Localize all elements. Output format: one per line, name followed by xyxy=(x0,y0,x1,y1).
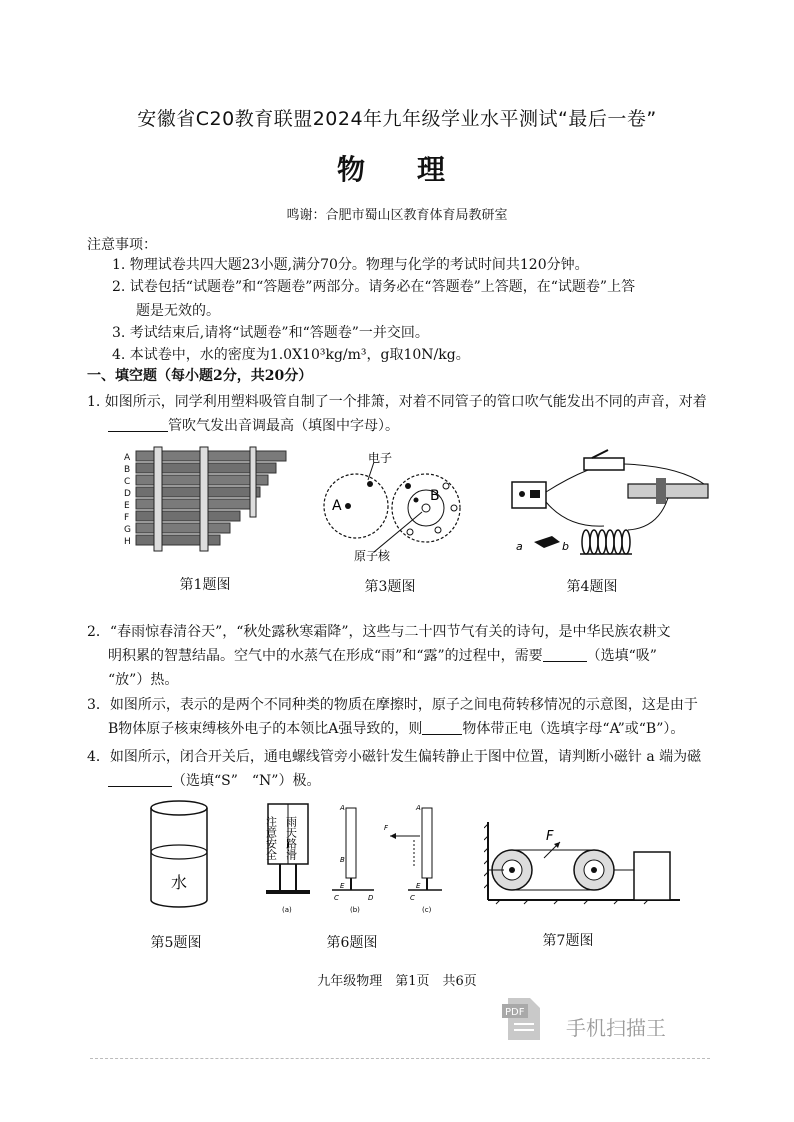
atom-a-label: A xyxy=(332,498,342,514)
pdf-badge: PDF xyxy=(505,1007,525,1018)
atom-b-label: B xyxy=(430,488,440,504)
electron-label: 电子 xyxy=(368,451,393,465)
force-label: F xyxy=(384,824,389,832)
answer-blank xyxy=(422,720,462,735)
flute-label-e: E xyxy=(124,501,130,511)
scanner-logo-icon xyxy=(502,996,542,1042)
figure-5-beaker xyxy=(145,796,215,914)
notice-title: 注意事项： xyxy=(87,237,157,253)
figure-1-caption: 第1题图 xyxy=(179,577,231,593)
answer-blank xyxy=(108,417,168,432)
question-4: 4．如图所示，闭合开关后，通电螺线管旁小磁针发生偏转静止于图中位置，请判断小磁针 a 端为磁 xyxy=(87,749,702,765)
notice-item-3: 3. 考试结束后,请将“试题卷”和“答题卷”一并交回。 xyxy=(112,325,429,341)
question-3: 3．如图所示，表示的是两个不同种类的物质在摩擦时，原子之间电荷转移情况的示意图，这是由于 xyxy=(87,697,698,713)
flute-label-g: G xyxy=(124,525,131,535)
question-text: 管吹气发出音调最高（填图中字母）。 xyxy=(168,418,399,434)
question-1: 1. 如图所示，同学利用塑料吸管自制了一个排箫，对着不同管子的管口吹气能发出不同的声音，对着 xyxy=(87,394,707,410)
figure-7-pulleys xyxy=(484,818,680,908)
flute-label-h: H xyxy=(124,537,131,547)
question-1-cont xyxy=(108,414,718,438)
figure-7-caption: 第7题图 xyxy=(542,933,594,949)
exam-title: 安徽省C20教育联盟2024年九年级学业水平测试“最后一卷” xyxy=(137,108,657,130)
question-2: 2．“春雨惊春清谷天”，“秋处露秋寒霜降”，这些与二十四节气有关的诗句，是中华民族农耕文 xyxy=(87,624,671,640)
point-e-c: E xyxy=(416,882,421,890)
figure-5-caption: 第5题图 xyxy=(150,935,202,951)
needle-end-b: b xyxy=(562,540,569,553)
notice-item-2: 2. 试卷包括“试题卷”和“答题卷”两部分。请务必在“答题卷”上答题，在“试题卷”上答 xyxy=(112,279,636,295)
section-title: 一、填空题（每小题2分，共20分） xyxy=(87,368,313,384)
flute-label-a: A xyxy=(124,453,131,463)
flute-label-b: B xyxy=(124,465,131,475)
question-4-cont xyxy=(108,769,718,793)
question-2-cont xyxy=(108,644,718,668)
point-a-b: A xyxy=(340,804,345,812)
subject-title: 物 理 xyxy=(336,153,457,186)
point-c-b: C xyxy=(334,894,339,902)
figure-3-atoms xyxy=(318,448,468,566)
question-text: （选填“S” “N”）极。 xyxy=(172,773,321,789)
point-c-c: C xyxy=(410,894,415,902)
point-e-b: E xyxy=(340,882,345,890)
question-text: B物体原子核束缚核外电子的本领比A强导致的，则 xyxy=(108,721,423,737)
figure-6-caption: 第6题图 xyxy=(326,935,378,951)
point-a-c: A xyxy=(416,804,421,812)
water-label: 水 xyxy=(171,873,188,892)
answer-blank xyxy=(543,647,587,662)
figure-4-circuit xyxy=(508,448,718,560)
question-2-cont-2: “放”）热。 xyxy=(108,672,179,688)
question-text: （选填“吸” xyxy=(586,648,657,664)
answer-blank xyxy=(108,772,172,787)
point-b-b: B xyxy=(340,856,345,864)
notice-item-4: 4. 本试卷中，水的密度为1.0X10³kg/m³，g取10N/kg。 xyxy=(112,347,470,363)
notice-item-1: 1. 物理试卷共四大题23小题,满分70分。物理与化学的考试时间共120分钟。 xyxy=(112,257,589,273)
sub-label-b: (b) xyxy=(350,906,360,914)
question-text: 明积累的智慧结晶。空气中的水蒸气在形成“雨”和“露”的过程中，需要 xyxy=(108,648,543,664)
sub-label-c: (c) xyxy=(422,906,432,914)
figure-4-caption: 第4题图 xyxy=(566,579,618,595)
page-footer: 九年级物理 第1页 共6页 xyxy=(317,974,477,989)
figure-3-caption: 第3题图 xyxy=(364,579,416,595)
sub-label-a: (a) xyxy=(282,906,292,914)
scanner-watermark-text: 手机扫描王 xyxy=(566,1016,666,1040)
acknowledgement: 鸣谢：合肥市蜀山区教育体育局教研室 xyxy=(286,208,508,223)
flute-label-c: C xyxy=(124,477,131,487)
flute-label-d: D xyxy=(124,489,131,499)
compass-needle xyxy=(534,536,560,548)
nucleus-label: 原子核 xyxy=(354,549,391,563)
sign-text-right: 雨天路滑 xyxy=(284,816,298,860)
point-d-b: D xyxy=(368,894,374,902)
flute-label-f: F xyxy=(124,513,130,523)
notice-item-2-cont: 题是无效的。 xyxy=(136,303,220,319)
needle-end-a: a xyxy=(516,540,523,553)
question-text: 物体带正电（选填字母“A”或“B”）。 xyxy=(462,721,685,737)
question-3-cont xyxy=(108,717,718,741)
sign-text-left: 注意安全 xyxy=(264,816,278,860)
figure-6-sign-levers xyxy=(262,800,442,918)
force-f-label: F xyxy=(546,829,554,844)
bottom-divider xyxy=(90,1058,710,1059)
figure-1-pan-flute xyxy=(122,445,292,557)
